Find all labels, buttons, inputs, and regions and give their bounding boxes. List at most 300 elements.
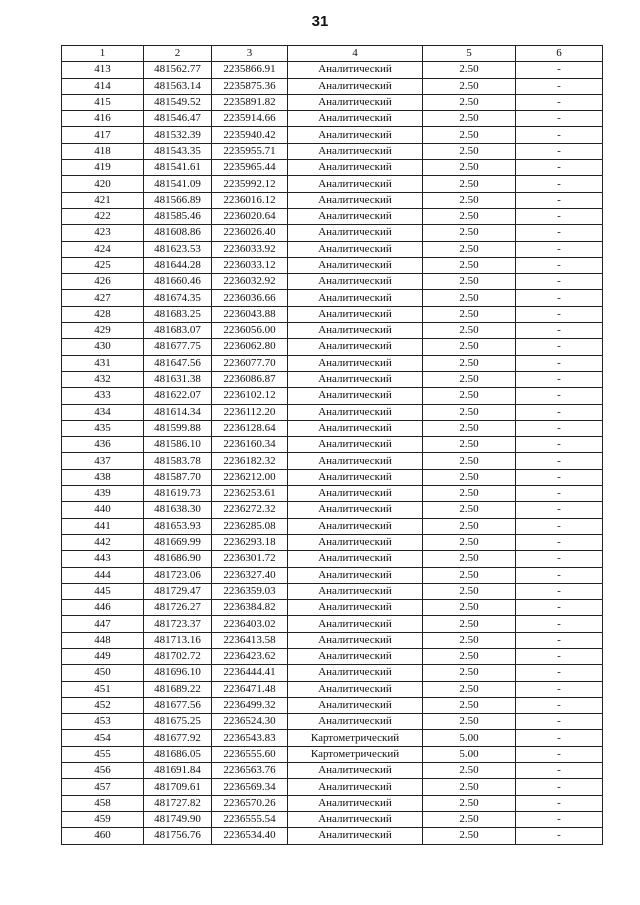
y-coordinate-cell: 2236020.64 <box>212 208 288 224</box>
accuracy-cell: 2.50 <box>423 697 516 713</box>
x-coordinate-cell: 481686.90 <box>144 551 212 567</box>
note-cell: - <box>516 746 603 762</box>
method-cell: Аналитический <box>288 763 423 779</box>
y-coordinate-cell: 2236285.08 <box>212 518 288 534</box>
table-row <box>62 779 603 795</box>
note-cell: - <box>516 486 603 502</box>
point-number-cell: 442 <box>62 534 144 550</box>
column-header: 4 <box>288 46 423 62</box>
note-cell: - <box>516 111 603 127</box>
x-coordinate-cell: 481749.90 <box>144 811 212 827</box>
accuracy-cell: 2.50 <box>423 811 516 827</box>
y-coordinate-cell: 2236253.61 <box>212 486 288 502</box>
y-coordinate-cell: 2235875.36 <box>212 78 288 94</box>
x-coordinate-cell: 481713.16 <box>144 632 212 648</box>
x-coordinate-cell: 481562.77 <box>144 62 212 78</box>
accuracy-cell: 2.50 <box>423 437 516 453</box>
x-coordinate-cell: 481638.30 <box>144 502 212 518</box>
note-cell: - <box>516 208 603 224</box>
method-cell: Картометрический <box>288 730 423 746</box>
y-coordinate-cell: 2236062.80 <box>212 339 288 355</box>
method-cell: Аналитический <box>288 648 423 664</box>
accuracy-cell: 2.50 <box>423 665 516 681</box>
x-coordinate-cell: 481675.25 <box>144 714 212 730</box>
accuracy-cell: 2.50 <box>423 78 516 94</box>
point-number-cell: 447 <box>62 616 144 632</box>
note-cell: - <box>516 795 603 811</box>
point-number-cell: 460 <box>62 828 144 844</box>
note-cell: - <box>516 502 603 518</box>
accuracy-cell: 2.50 <box>423 404 516 420</box>
accuracy-cell: 2.50 <box>423 388 516 404</box>
point-number-cell: 444 <box>62 567 144 583</box>
table-header-row <box>62 46 603 62</box>
x-coordinate-cell: 481686.05 <box>144 746 212 762</box>
method-cell: Аналитический <box>288 225 423 241</box>
accuracy-cell: 2.50 <box>423 828 516 844</box>
y-coordinate-cell: 2236570.26 <box>212 795 288 811</box>
point-number-cell: 414 <box>62 78 144 94</box>
x-coordinate-cell: 481541.61 <box>144 160 212 176</box>
column-header: 5 <box>423 46 516 62</box>
note-cell: - <box>516 371 603 387</box>
y-coordinate-cell: 2236102.12 <box>212 388 288 404</box>
table-row <box>62 78 603 94</box>
accuracy-cell: 2.50 <box>423 567 516 583</box>
note-cell: - <box>516 469 603 485</box>
x-coordinate-cell: 481623.53 <box>144 241 212 257</box>
point-number-cell: 425 <box>62 257 144 273</box>
accuracy-cell: 2.50 <box>423 323 516 339</box>
accuracy-cell: 5.00 <box>423 746 516 762</box>
accuracy-cell: 2.50 <box>423 681 516 697</box>
x-coordinate-cell: 481583.78 <box>144 453 212 469</box>
note-cell: - <box>516 290 603 306</box>
table-row <box>62 339 603 355</box>
note-cell: - <box>516 127 603 143</box>
method-cell: Аналитический <box>288 323 423 339</box>
note-cell: - <box>516 779 603 795</box>
x-coordinate-cell: 481660.46 <box>144 274 212 290</box>
x-coordinate-cell: 481726.27 <box>144 600 212 616</box>
point-number-cell: 420 <box>62 176 144 192</box>
y-coordinate-cell: 2236499.32 <box>212 697 288 713</box>
accuracy-cell: 2.50 <box>423 551 516 567</box>
table-row <box>62 763 603 779</box>
point-number-cell: 433 <box>62 388 144 404</box>
y-coordinate-cell: 2236182.32 <box>212 453 288 469</box>
table-row <box>62 111 603 127</box>
table-row <box>62 127 603 143</box>
x-coordinate-cell: 481691.84 <box>144 763 212 779</box>
y-coordinate-cell: 2236033.12 <box>212 257 288 273</box>
note-cell: - <box>516 420 603 436</box>
table-row <box>62 534 603 550</box>
note-cell: - <box>516 404 603 420</box>
x-coordinate-cell: 481532.39 <box>144 127 212 143</box>
method-cell: Аналитический <box>288 486 423 502</box>
method-cell: Аналитический <box>288 62 423 78</box>
y-coordinate-cell: 2236112.20 <box>212 404 288 420</box>
y-coordinate-cell: 2236359.03 <box>212 583 288 599</box>
point-number-cell: 434 <box>62 404 144 420</box>
accuracy-cell: 2.50 <box>423 192 516 208</box>
y-coordinate-cell: 2235914.66 <box>212 111 288 127</box>
method-cell: Аналитический <box>288 78 423 94</box>
accuracy-cell: 5.00 <box>423 730 516 746</box>
accuracy-cell: 2.50 <box>423 518 516 534</box>
y-coordinate-cell: 2236056.00 <box>212 323 288 339</box>
note-cell: - <box>516 94 603 110</box>
note-cell: - <box>516 665 603 681</box>
y-coordinate-cell: 2236534.40 <box>212 828 288 844</box>
y-coordinate-cell: 2235955.71 <box>212 143 288 159</box>
x-coordinate-cell: 481647.56 <box>144 355 212 371</box>
note-cell: - <box>516 323 603 339</box>
accuracy-cell: 2.50 <box>423 355 516 371</box>
x-coordinate-cell: 481543.35 <box>144 143 212 159</box>
point-number-cell: 437 <box>62 453 144 469</box>
table-row <box>62 502 603 518</box>
note-cell: - <box>516 143 603 159</box>
method-cell: Аналитический <box>288 94 423 110</box>
point-number-cell: 427 <box>62 290 144 306</box>
accuracy-cell: 2.50 <box>423 714 516 730</box>
table-row <box>62 600 603 616</box>
y-coordinate-cell: 2236212.00 <box>212 469 288 485</box>
y-coordinate-cell: 2236032.92 <box>212 274 288 290</box>
method-cell: Аналитический <box>288 420 423 436</box>
x-coordinate-cell: 481683.07 <box>144 323 212 339</box>
column-header: 1 <box>62 46 144 62</box>
x-coordinate-cell: 481683.25 <box>144 306 212 322</box>
x-coordinate-cell: 481653.93 <box>144 518 212 534</box>
method-cell: Аналитический <box>288 437 423 453</box>
accuracy-cell: 2.50 <box>423 469 516 485</box>
table-row <box>62 404 603 420</box>
y-coordinate-cell: 2236026.40 <box>212 225 288 241</box>
table-row <box>62 665 603 681</box>
note-cell: - <box>516 518 603 534</box>
x-coordinate-cell: 481729.47 <box>144 583 212 599</box>
method-cell: Аналитический <box>288 600 423 616</box>
y-coordinate-cell: 2236555.54 <box>212 811 288 827</box>
y-coordinate-cell: 2235891.82 <box>212 94 288 110</box>
method-cell: Аналитический <box>288 616 423 632</box>
y-coordinate-cell: 2236033.92 <box>212 241 288 257</box>
accuracy-cell: 2.50 <box>423 502 516 518</box>
point-number-cell: 435 <box>62 420 144 436</box>
accuracy-cell: 2.50 <box>423 616 516 632</box>
table-row <box>62 274 603 290</box>
x-coordinate-cell: 481723.06 <box>144 567 212 583</box>
table-row <box>62 306 603 322</box>
x-coordinate-cell: 481549.52 <box>144 94 212 110</box>
x-coordinate-cell: 481709.61 <box>144 779 212 795</box>
y-coordinate-cell: 2236413.58 <box>212 632 288 648</box>
table-row <box>62 176 603 192</box>
accuracy-cell: 2.50 <box>423 600 516 616</box>
y-coordinate-cell: 2236128.64 <box>212 420 288 436</box>
method-cell: Аналитический <box>288 714 423 730</box>
note-cell: - <box>516 339 603 355</box>
note-cell: - <box>516 78 603 94</box>
table-row <box>62 290 603 306</box>
note-cell: - <box>516 274 603 290</box>
y-coordinate-cell: 2235965.44 <box>212 160 288 176</box>
y-coordinate-cell: 2235940.42 <box>212 127 288 143</box>
x-coordinate-cell: 481723.37 <box>144 616 212 632</box>
point-number-cell: 430 <box>62 339 144 355</box>
table-row <box>62 371 603 387</box>
accuracy-cell: 2.50 <box>423 127 516 143</box>
method-cell: Аналитический <box>288 388 423 404</box>
y-coordinate-cell: 2236563.76 <box>212 763 288 779</box>
y-coordinate-cell: 2236543.83 <box>212 730 288 746</box>
table-row <box>62 828 603 844</box>
x-coordinate-cell: 481546.47 <box>144 111 212 127</box>
point-number-cell: 439 <box>62 486 144 502</box>
x-coordinate-cell: 481563.14 <box>144 78 212 94</box>
point-number-cell: 436 <box>62 437 144 453</box>
table-row <box>62 192 603 208</box>
accuracy-cell: 2.50 <box>423 143 516 159</box>
x-coordinate-cell: 481585.46 <box>144 208 212 224</box>
point-number-cell: 454 <box>62 730 144 746</box>
note-cell: - <box>516 828 603 844</box>
note-cell: - <box>516 160 603 176</box>
note-cell: - <box>516 583 603 599</box>
table-row <box>62 583 603 599</box>
method-cell: Аналитический <box>288 811 423 827</box>
note-cell: - <box>516 62 603 78</box>
point-number-cell: 443 <box>62 551 144 567</box>
point-number-cell: 450 <box>62 665 144 681</box>
method-cell: Картометрический <box>288 746 423 762</box>
y-coordinate-cell: 2236555.60 <box>212 746 288 762</box>
table-row <box>62 323 603 339</box>
accuracy-cell: 2.50 <box>423 176 516 192</box>
table-row <box>62 241 603 257</box>
table-row <box>62 469 603 485</box>
note-cell: - <box>516 714 603 730</box>
table-row <box>62 94 603 110</box>
note-cell: - <box>516 225 603 241</box>
accuracy-cell: 2.50 <box>423 486 516 502</box>
table-row <box>62 714 603 730</box>
y-coordinate-cell: 2235992.12 <box>212 176 288 192</box>
y-coordinate-cell: 2236043.88 <box>212 306 288 322</box>
column-header: 3 <box>212 46 288 62</box>
y-coordinate-cell: 2235866.91 <box>212 62 288 78</box>
method-cell: Аналитический <box>288 469 423 485</box>
x-coordinate-cell: 481644.28 <box>144 257 212 273</box>
accuracy-cell: 2.50 <box>423 306 516 322</box>
point-number-cell: 421 <box>62 192 144 208</box>
note-cell: - <box>516 811 603 827</box>
y-coordinate-cell: 2236016.12 <box>212 192 288 208</box>
table-row <box>62 811 603 827</box>
method-cell: Аналитический <box>288 453 423 469</box>
x-coordinate-cell: 481727.82 <box>144 795 212 811</box>
note-cell: - <box>516 681 603 697</box>
point-number-cell: 429 <box>62 323 144 339</box>
point-number-cell: 432 <box>62 371 144 387</box>
table-row <box>62 681 603 697</box>
method-cell: Аналитический <box>288 143 423 159</box>
point-number-cell: 457 <box>62 779 144 795</box>
method-cell: Аналитический <box>288 306 423 322</box>
table-row <box>62 567 603 583</box>
table-row <box>62 62 603 78</box>
note-cell: - <box>516 257 603 273</box>
y-coordinate-cell: 2236036.66 <box>212 290 288 306</box>
method-cell: Аналитический <box>288 583 423 599</box>
table-row <box>62 208 603 224</box>
note-cell: - <box>516 437 603 453</box>
method-cell: Аналитический <box>288 779 423 795</box>
y-coordinate-cell: 2236524.30 <box>212 714 288 730</box>
method-cell: Аналитический <box>288 632 423 648</box>
point-number-cell: 418 <box>62 143 144 159</box>
table-row <box>62 453 603 469</box>
accuracy-cell: 2.50 <box>423 62 516 78</box>
point-number-cell: 413 <box>62 62 144 78</box>
y-coordinate-cell: 2236444.41 <box>212 665 288 681</box>
method-cell: Аналитический <box>288 241 423 257</box>
column-header: 2 <box>144 46 212 62</box>
point-number-cell: 431 <box>62 355 144 371</box>
point-number-cell: 446 <box>62 600 144 616</box>
y-coordinate-cell: 2236384.82 <box>212 600 288 616</box>
method-cell: Аналитический <box>288 665 423 681</box>
note-cell: - <box>516 192 603 208</box>
method-cell: Аналитический <box>288 355 423 371</box>
x-coordinate-cell: 481586.10 <box>144 437 212 453</box>
point-number-cell: 451 <box>62 681 144 697</box>
x-coordinate-cell: 481541.09 <box>144 176 212 192</box>
y-coordinate-cell: 2236272.32 <box>212 502 288 518</box>
method-cell: Аналитический <box>288 567 423 583</box>
method-cell: Аналитический <box>288 208 423 224</box>
accuracy-cell: 2.50 <box>423 111 516 127</box>
point-number-cell: 453 <box>62 714 144 730</box>
accuracy-cell: 2.50 <box>423 208 516 224</box>
x-coordinate-cell: 481622.07 <box>144 388 212 404</box>
table-row <box>62 730 603 746</box>
method-cell: Аналитический <box>288 795 423 811</box>
point-number-cell: 455 <box>62 746 144 762</box>
point-number-cell: 449 <box>62 648 144 664</box>
note-cell: - <box>516 453 603 469</box>
x-coordinate-cell: 481608.86 <box>144 225 212 241</box>
accuracy-cell: 2.50 <box>423 583 516 599</box>
point-number-cell: 424 <box>62 241 144 257</box>
method-cell: Аналитический <box>288 339 423 355</box>
accuracy-cell: 2.50 <box>423 274 516 290</box>
x-coordinate-cell: 481631.38 <box>144 371 212 387</box>
x-coordinate-cell: 481619.73 <box>144 486 212 502</box>
point-number-cell: 428 <box>62 306 144 322</box>
x-coordinate-cell: 481702.72 <box>144 648 212 664</box>
table-row <box>62 746 603 762</box>
accuracy-cell: 2.50 <box>423 371 516 387</box>
method-cell: Аналитический <box>288 290 423 306</box>
note-cell: - <box>516 763 603 779</box>
note-cell: - <box>516 241 603 257</box>
accuracy-cell: 2.50 <box>423 648 516 664</box>
method-cell: Аналитический <box>288 681 423 697</box>
accuracy-cell: 2.50 <box>423 160 516 176</box>
method-cell: Аналитический <box>288 828 423 844</box>
table-row <box>62 648 603 664</box>
y-coordinate-cell: 2236423.62 <box>212 648 288 664</box>
point-number-cell: 452 <box>62 697 144 713</box>
note-cell: - <box>516 648 603 664</box>
point-number-cell: 417 <box>62 127 144 143</box>
method-cell: Аналитический <box>288 274 423 290</box>
method-cell: Аналитический <box>288 551 423 567</box>
y-coordinate-cell: 2236301.72 <box>212 551 288 567</box>
y-coordinate-cell: 2236403.02 <box>212 616 288 632</box>
y-coordinate-cell: 2236327.40 <box>212 567 288 583</box>
y-coordinate-cell: 2236086.87 <box>212 371 288 387</box>
table-row <box>62 795 603 811</box>
y-coordinate-cell: 2236160.34 <box>212 437 288 453</box>
table-row <box>62 486 603 502</box>
x-coordinate-cell: 481566.89 <box>144 192 212 208</box>
table-row <box>62 697 603 713</box>
note-cell: - <box>516 600 603 616</box>
note-cell: - <box>516 176 603 192</box>
note-cell: - <box>516 551 603 567</box>
point-number-cell: 448 <box>62 632 144 648</box>
x-coordinate-cell: 481614.34 <box>144 404 212 420</box>
point-number-cell: 423 <box>62 225 144 241</box>
method-cell: Аналитический <box>288 160 423 176</box>
table-row <box>62 616 603 632</box>
point-number-cell: 445 <box>62 583 144 599</box>
method-cell: Аналитический <box>288 257 423 273</box>
accuracy-cell: 2.50 <box>423 94 516 110</box>
method-cell: Аналитический <box>288 192 423 208</box>
note-cell: - <box>516 388 603 404</box>
y-coordinate-cell: 2236471.48 <box>212 681 288 697</box>
x-coordinate-cell: 481599.88 <box>144 420 212 436</box>
x-coordinate-cell: 481669.99 <box>144 534 212 550</box>
point-number-cell: 422 <box>62 208 144 224</box>
point-number-cell: 440 <box>62 502 144 518</box>
point-number-cell: 416 <box>62 111 144 127</box>
table-row <box>62 143 603 159</box>
y-coordinate-cell: 2236293.18 <box>212 534 288 550</box>
note-cell: - <box>516 355 603 371</box>
accuracy-cell: 2.50 <box>423 257 516 273</box>
method-cell: Аналитический <box>288 111 423 127</box>
page-number: 31 <box>311 13 329 30</box>
point-number-cell: 458 <box>62 795 144 811</box>
column-header: 6 <box>516 46 603 62</box>
method-cell: Аналитический <box>288 518 423 534</box>
accuracy-cell: 2.50 <box>423 632 516 648</box>
table-row <box>62 388 603 404</box>
accuracy-cell: 2.50 <box>423 763 516 779</box>
x-coordinate-cell: 481677.92 <box>144 730 212 746</box>
note-cell: - <box>516 567 603 583</box>
point-number-cell: 441 <box>62 518 144 534</box>
method-cell: Аналитический <box>288 697 423 713</box>
accuracy-cell: 2.50 <box>423 225 516 241</box>
